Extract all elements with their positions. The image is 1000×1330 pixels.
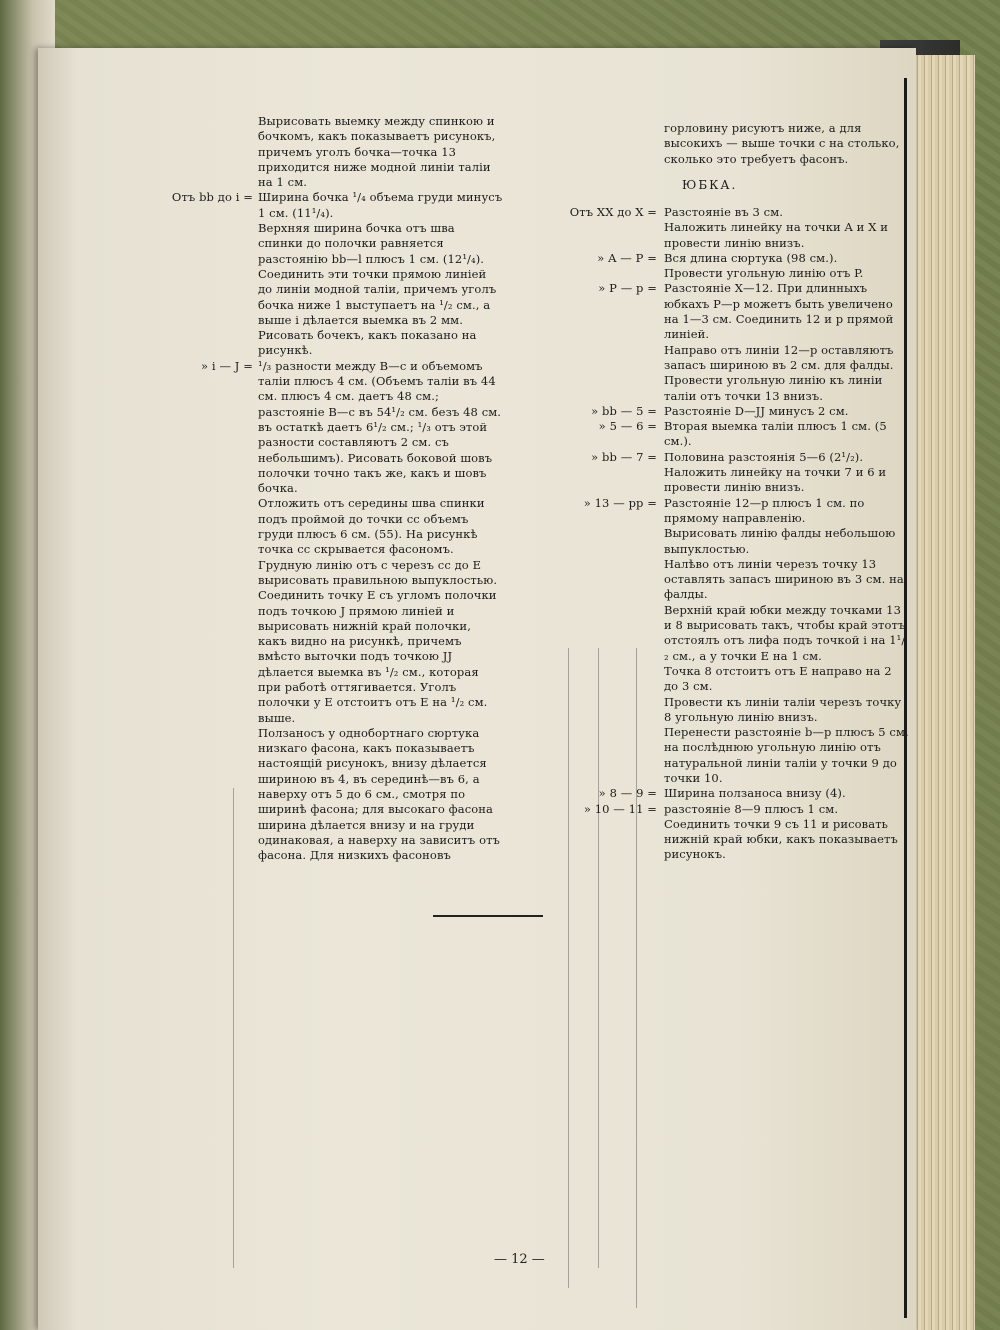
paragraph-text: Вырисовать линію фалды небольшою выпуклостью. (664, 526, 896, 556)
paragraph-text: Ширина бочка ¹/₄ объема груди минусъ 1 см. (11¹/₄). (258, 190, 503, 220)
text-paragraph (664, 526, 909, 557)
paragraph-text: Провести къ линіи таліи черезъ точку 8 угольную линію внизъ. (664, 694, 902, 724)
paragraph-text: Соединить точки 9 съ 11 и рисовать нижній край юбки, какъ показываетъ рисунокъ. (664, 816, 898, 862)
text-column-right-body (569, 205, 909, 863)
measurement-label: » 8 — 9 = (598, 786, 657, 801)
paragraph-text: Отложить отъ середины шва спинки подъ проймой до точки cc объемъ груди плюсъ 6 см. (55). На рисункѣ точка cc скрывается фасономъ. (258, 496, 485, 557)
measurement-label: » bb — 5 = (591, 403, 657, 418)
text-paragraph (664, 817, 909, 863)
paragraph-text: Верхній край юбки между точками 13 и 8 вырисовать такъ, чтобы край этотъ отстоялъ отъ лифа подъ точкой i на 1¹/₂ см., а у точки E на 1 см. (664, 602, 906, 663)
separator-rule (433, 915, 543, 917)
text-column-left (171, 114, 503, 864)
paragraph-text: Налѣво отъ линіи черезъ точку 13 оставлять запасъ шириною въ 3 см. на фалды. (664, 556, 904, 602)
page-number: — 12 — (494, 1252, 545, 1267)
text-paragraph (598, 419, 909, 450)
text-paragraph (664, 557, 909, 603)
measurement-label: » 5 — 6 = (598, 419, 657, 434)
text-paragraph (664, 343, 909, 374)
paragraph-text: Наложить линейку на точки A и X и провести линію внизъ. (664, 220, 889, 250)
text-paragraph (664, 664, 909, 695)
text-paragraph (258, 726, 503, 864)
bleed-line (568, 648, 569, 1288)
text-paragraph (664, 373, 909, 404)
paragraph-text: Разстояніе въ 3 см. (664, 205, 784, 219)
paragraph-text: Разстояніе X—12. При длинныхъ юбкахъ P—p можетъ быть увеличено на 1—3 см. Соединить 12 и p прямой линіей. (664, 281, 894, 342)
measurement-label: » A — P = (597, 250, 657, 265)
paragraph-text: Вторая выемка таліи плюсъ 1 см. (5 см.). (664, 419, 887, 449)
text-paragraph (258, 496, 503, 557)
paragraph-text: Разстояніе 12—p плюсъ 1 см. по прямому направленію. (664, 495, 865, 525)
text-paragraph (569, 205, 909, 220)
bleed-line (636, 648, 637, 1308)
paragraph-text: Вырисовать выемку между спинкою и бочкомъ, какъ показываетъ рисунокъ, причемъ уголъ бочка—точка 13 приходится ниже модной линіи таліи на 1 см. (258, 114, 496, 190)
measurement-label: Отъ bb до i = (171, 190, 253, 205)
measurement-label: » 13 — pp = (583, 495, 657, 510)
text-paragraph (664, 603, 909, 664)
paragraph-text: Рисовать бочекъ, какъ показано на рисункѣ. (258, 328, 477, 358)
paragraph-text: Ползаносъ у однобортнаго сюртука низкаго фасона, какъ показываетъ настоящій рисунокъ, внизу дѣлается шириною въ 4, въ серединѣ—въ 6, а наверху отъ 5 до 6 см., смотря по ширинѣ фасона; для высокаго фасона ширина дѣлается внизу и на груди одинаковая, а наверху на зависитъ отъ фасона. Для низкихъ фасоновъ (258, 725, 500, 863)
paragraph-text: Соединить точку E съ угломъ полочки подъ точкою J прямою линіей и вырисовать нижній край полочки, какъ видно на рисункѣ, причемъ вмѣсто выточки подъ точкою JJ дѣлается выемка въ ¹/₂ см., которая при работѣ оттягивается. Уголъ полочки у E отстоитъ отъ E на ¹/₂ см. выше. (258, 588, 497, 725)
paragraph-text: Наложить линейку на точки 7 и 6 и провести линію внизъ. (664, 465, 887, 495)
text-paragraph (258, 114, 503, 190)
text-paragraph (597, 250, 909, 266)
text-paragraph (591, 449, 909, 465)
paragraph-text: Вся длина сюртука (98 см.). (664, 250, 838, 265)
paragraph-text: ¹/₃ разности между B—c и объемомъ таліи плюсъ 4 см. (Объемъ таліи въ 44 см. плюсъ 4 см. даетъ 48 см.; разстояніе B—c въ 54¹/₂ см. безъ 48 см. въ остаткѣ даетъ 6¹/₂ см.; ¹/₃ отъ этой разности составляютъ 2 см. съ небольшимъ). Рисовать боковой шовъ полочки точно такъ же, какъ и шовъ бочка. (258, 358, 502, 496)
paragraph-text: Верхняя ширина бочка отъ шва спинки до полочки равняется разстоянію bb—l плюсъ 1 см. (12¹/₄). Соединить эти точки прямою линіей до линіи модной таліи, причемъ уголъ бочка ниже 1 выступаетъ на ¹/₂ см., а выше i дѣлается выемка въ 2 мм. (258, 221, 497, 327)
text-paragraph (583, 495, 909, 527)
bleed-line (233, 788, 234, 1268)
text-paragraph (258, 558, 503, 589)
text-paragraph (664, 725, 909, 786)
paragraph-text: Провести угольную линію отъ P. (664, 266, 864, 281)
text-paragraph (258, 328, 503, 359)
paragraph-text: Направо отъ линіи 12—p оставляютъ запасъ шириною въ 2 см. для фалды. (664, 342, 894, 372)
measurement-label: » i — J = (201, 358, 253, 373)
paragraph-text: Точка 8 отстоитъ отъ E направо на 2 до 3 см. (664, 663, 892, 694)
text-paragraph (664, 695, 909, 726)
measurement-label: » P — p = (598, 281, 657, 296)
text-paragraph (664, 266, 909, 281)
text-paragraph (258, 221, 503, 328)
paragraph-text: Ширина ползаноса внизу (4). (664, 786, 846, 801)
measurement-label: » bb — 7 = (591, 449, 657, 464)
column-intro: горловину рисуютъ ниже, а для высокихъ — выше точки c на столько, сколько это требуетъ фасонъ. (664, 121, 900, 166)
section-heading: ЮБКА. (682, 178, 738, 192)
paragraph-text: разстояніе 8—9 плюсъ 1 см. (664, 801, 839, 816)
measurement-label: » 10 — 11 = (583, 801, 657, 816)
text-paragraph (598, 786, 909, 801)
text-paragraph (664, 220, 909, 251)
paragraph-text: Провести угольную линію къ линіи таліи отъ точки 13 внизъ. (664, 373, 883, 403)
paragraph-text: Половина разстоянія 5—6 (2¹/₂). (664, 449, 864, 464)
bleed-line (598, 648, 599, 1268)
text-paragraph (201, 358, 503, 497)
text-paragraph (583, 801, 909, 817)
text-paragraph (664, 465, 909, 496)
text-paragraph (591, 403, 909, 419)
paragraph-text: Грудную линію отъ c черезъ cc до E вырисовать правильною выпуклостью. (258, 557, 498, 587)
paragraph-text: Разстояніе D—JJ минусъ 2 см. (664, 403, 849, 418)
paragraph-text: Перенести разстояніе b—p плюсъ 5 см. на послѣднюю угольную линію отъ натуральной линіи таліи у точки 9 до точки 10. (664, 725, 909, 785)
text-paragraph (258, 588, 503, 726)
text-paragraph (598, 281, 909, 342)
text-paragraph (171, 190, 503, 221)
measurement-label: Отъ XX до X = (569, 205, 657, 219)
